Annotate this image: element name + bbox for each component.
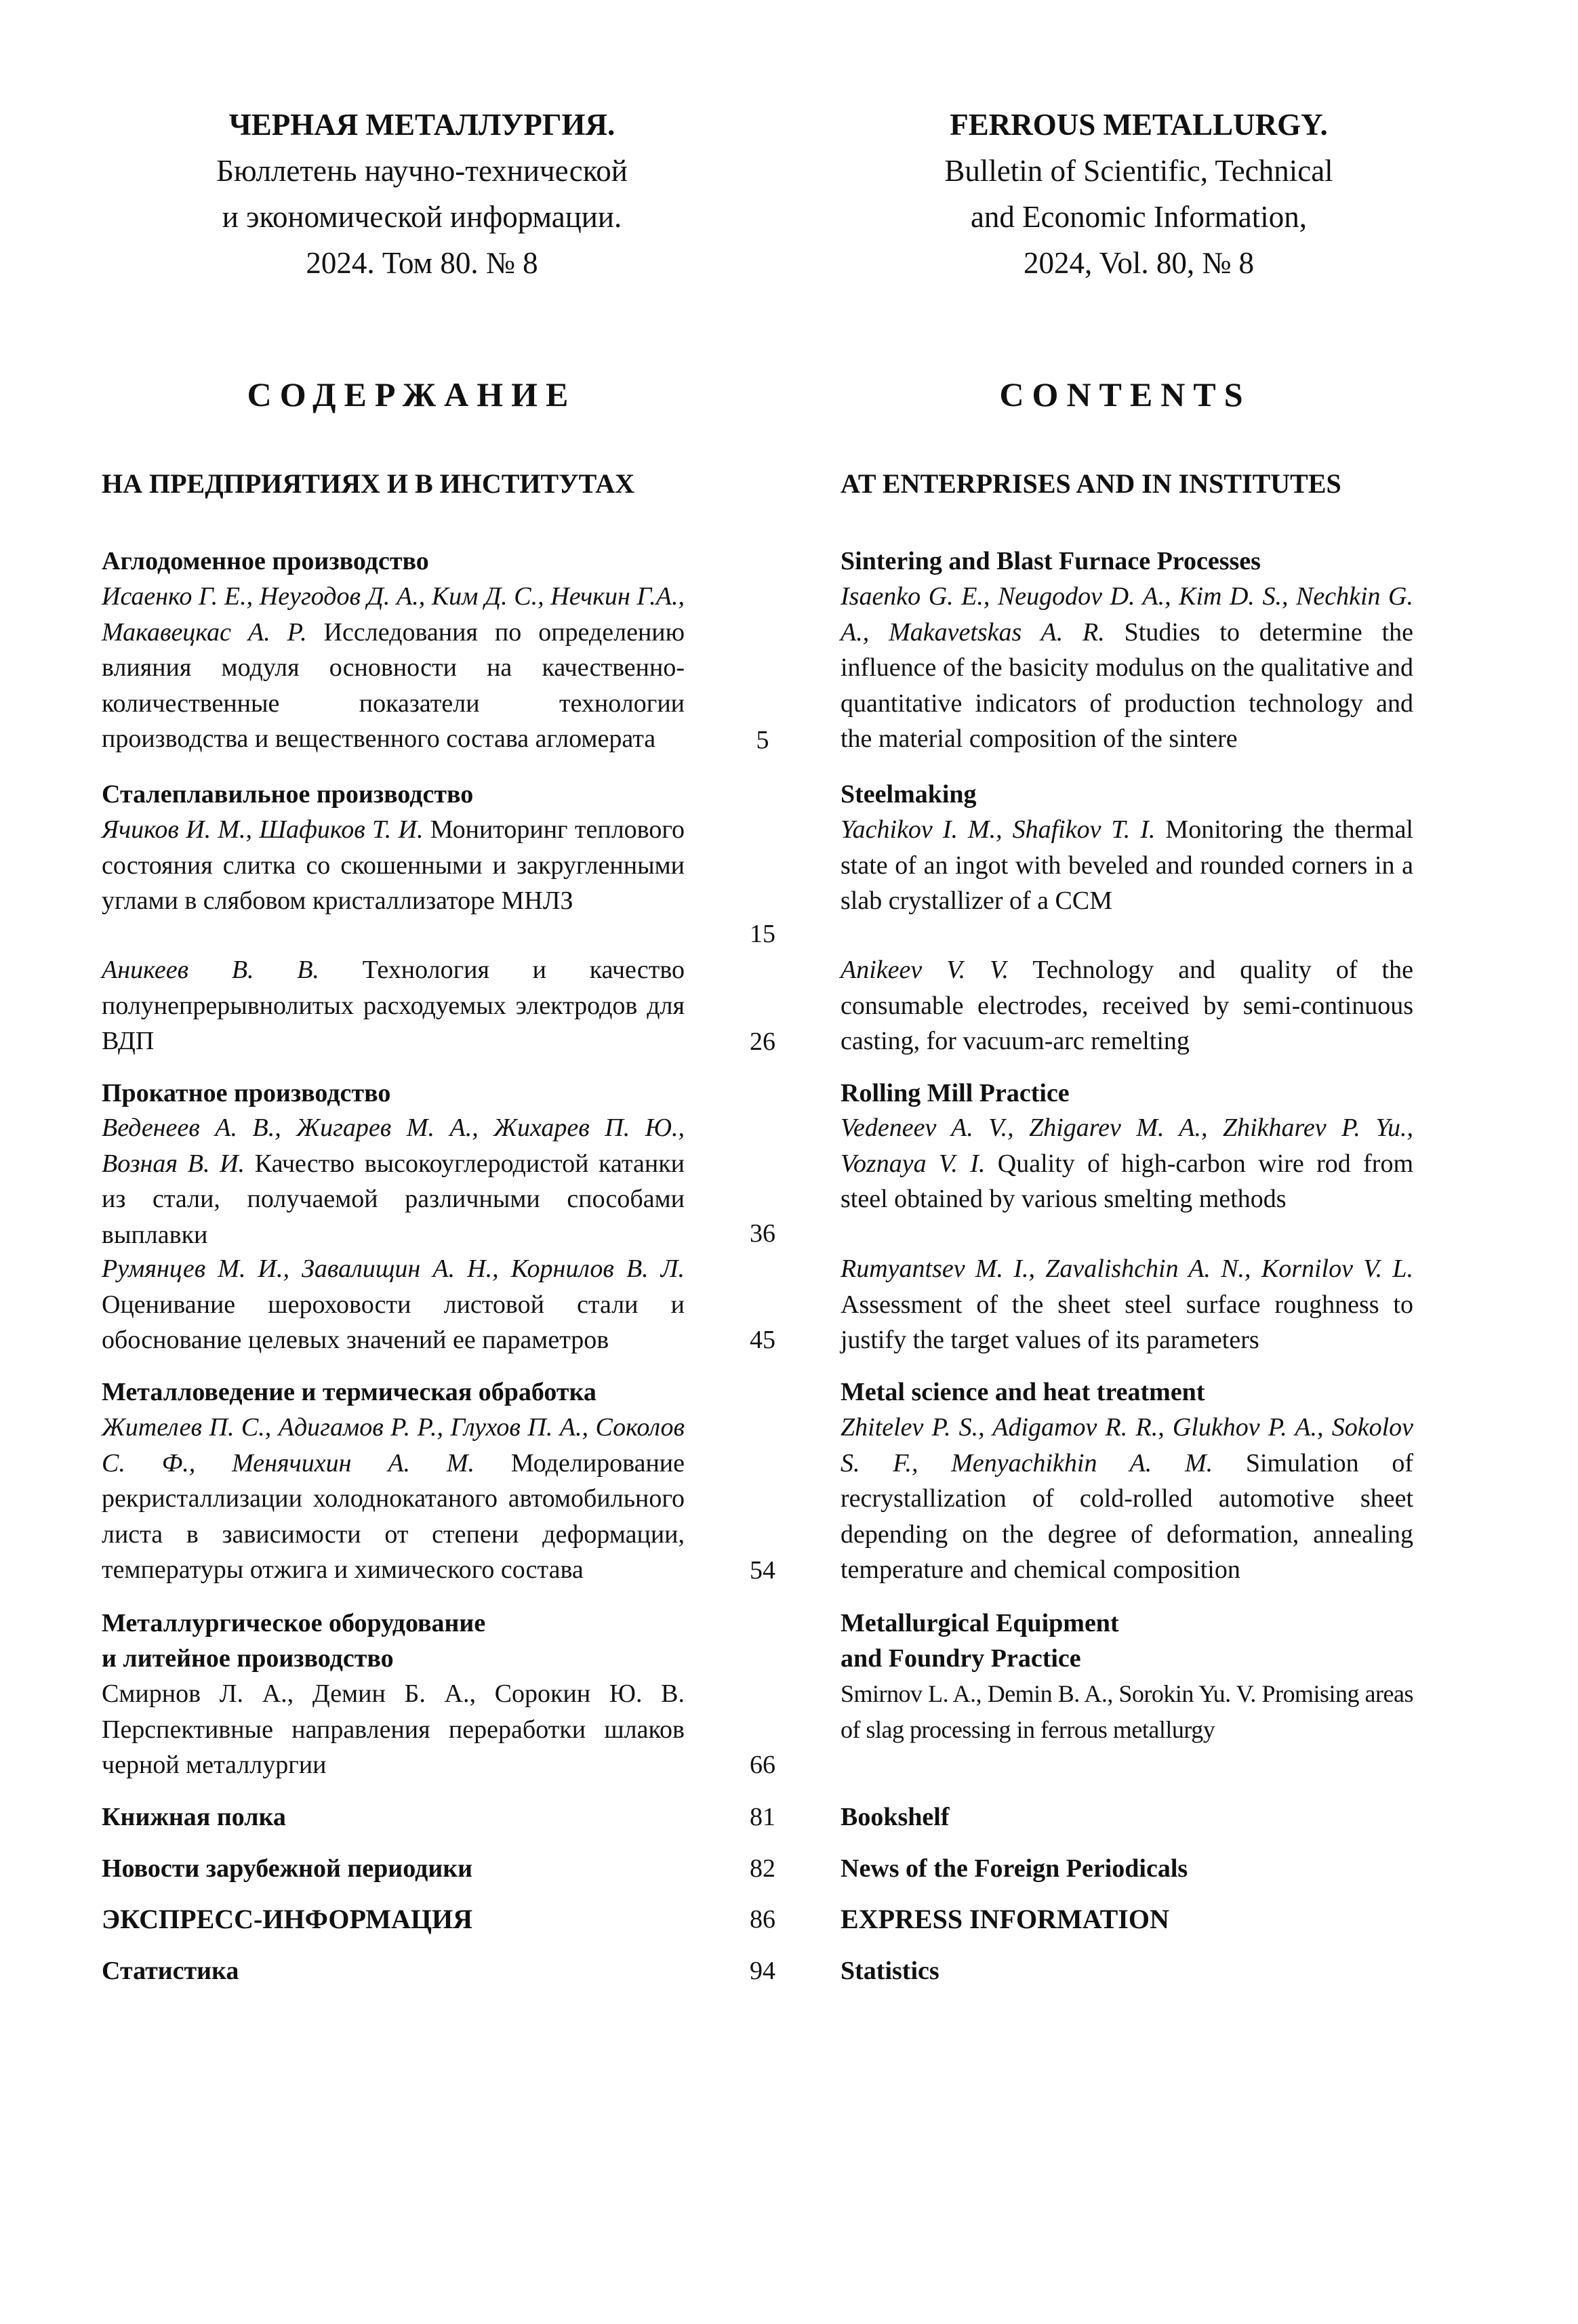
journal-issue-en: 2024, Vol. 80, № 8 (1023, 246, 1255, 280)
entry-title: Simulation of recrystallization of cold-rolled automotive sheet depending on the degree of deformation, annealing temperature and chemical composition (841, 1448, 1413, 1585)
entry-title: Мониторинг теплового состояния слитка со скошенными и закругленными углами в слябовом кристаллизаторе МНЛЗ (102, 815, 685, 916)
entry-title: Исследования по определению влияния модуля основности на качественно-количественные показатели технологии производства и вещественного состава агломерата (102, 617, 685, 754)
page-number: 66 (750, 1751, 775, 1779)
section-title-ru (102, 1606, 485, 1676)
journal-issue-ru: 2024. Том 80. № 8 (306, 246, 538, 280)
entry-authors: Смирнов Л. А., Демин Б. А., Сорокин Ю. В. (102, 1679, 685, 1708)
page-number: 36 (750, 1219, 775, 1248)
entry-title: Studies to determine the influence of the basicity modulus on the qualitative and quantitative indicators of production technology and the material composition of the sintere (841, 617, 1414, 754)
entry-title: Технология и качество полунепрерывнолитых расходуемых электродов для ВДП (102, 956, 685, 1056)
contents-heading-en: CONTENTS (999, 375, 1251, 413)
toc-entry-en[interactable] (841, 1410, 1413, 1588)
journal-title-en: FERROUS METALLURGY. (950, 108, 1328, 142)
journal-subtitle-line-en: Bulletin of Scientific, Technical (944, 154, 1333, 188)
page-number: 82 (750, 1854, 775, 1883)
entry-authors: Vedeneev A. V., Zhigarev M. A., Zhikharev P. Yu., Voznaya V. I. (841, 1114, 1413, 1178)
journal-masthead-en (841, 102, 1437, 286)
entry-authors: Жителев П. С., Адигамов Р. Р., Глухов П. А., Соколов С. Ф., Менячихин А. М. (102, 1413, 685, 1477)
entry-title: Technology and quality of the consumable electrodes, received by semi-continuous casting, for vacuum-arc remelting (841, 956, 1413, 1056)
journal-title-ru: ЧЕРНАЯ МЕТАЛЛУРГИЯ. (228, 108, 615, 142)
entry-title: Monitoring the thermal state of an ingot with beveled and rounded corners in a slab crystallizer of a CCM (841, 815, 1413, 916)
entry-title: Assessment of the sheet steel surface roughness to justify the target values of its parameters (841, 1290, 1413, 1355)
page-number: 54 (750, 1556, 775, 1585)
toc-item-express-info-en[interactable]: EXPRESS INFORMATION (841, 1904, 1169, 1934)
entry-authors: Веденеев А. В., Жигарев М. А., Жихарев П. Ю., Возная В. И. (102, 1114, 685, 1178)
entry-authors: Ячиков И. М., Шафиков Т. И. (102, 815, 424, 844)
section-title-en: Steelmaking (841, 780, 977, 809)
page-number: 86 (750, 1905, 775, 1934)
page-number: 94 (750, 1957, 775, 1985)
section-title-en: Sintering and Blast Furnace Processes (841, 547, 1261, 575)
toc-item-express-info-ru[interactable]: ЭКСПРЕСС-ИНФОРМАЦИЯ (102, 1904, 472, 1934)
toc-entry-en[interactable] (841, 952, 1413, 1059)
toc-item-statistics-ru[interactable]: Статистика (102, 1957, 239, 1985)
page-number: 26 (750, 1027, 775, 1056)
toc-entry-ru[interactable] (102, 1676, 685, 1783)
entry-authors: Аникеев В. В. (102, 956, 319, 984)
section-title-ru: Прокатное производство (102, 1079, 391, 1107)
journal-subtitle-line-ru: и экономической информации. (222, 200, 622, 234)
toc-entry-en[interactable] (841, 1110, 1413, 1217)
section-title-ru: Металловедение и термическая обработка (102, 1378, 596, 1406)
entry-title: Качество высокоуглеродистой катанки из стали, получаемой различными способами выплавки (102, 1149, 685, 1249)
toc-item-foreign-news-en[interactable]: News of the Foreign Periodicals (841, 1854, 1188, 1883)
toc-item-statistics-en[interactable]: Statistics (841, 1957, 939, 1985)
toc-item-bookshelf-en[interactable]: Bookshelf (841, 1803, 950, 1831)
entry-authors: Исаенко Г. Е., Неугодов Д. А., Ким Д. С., Нечкин Г.А., Макавецкас А. Р. (102, 582, 685, 647)
section-title-line: and Foundry Practice (841, 1644, 1081, 1673)
toc-item-bookshelf-ru[interactable]: Книжная полка (102, 1803, 286, 1831)
entry-title: Моделирование рекристаллизации холоднокатаного автомобильного листа в зависимости от степени деформации, температуры отжига и химического состава (102, 1448, 685, 1585)
section-title-line: и литейное производство (102, 1644, 394, 1673)
rubric-heading-ru: НА ПРЕДПРИЯТИЯХ И В ИНСТИТУТАХ (102, 468, 635, 499)
section-title-en: Metal science and heat treatment (841, 1378, 1205, 1406)
page-number: 81 (750, 1803, 775, 1831)
toc-entry-en[interactable] (841, 1251, 1413, 1358)
entry-title: Перспективные направления переработки шлаков черной металлургии (102, 1715, 685, 1780)
section-title-en: Rolling Mill Practice (841, 1079, 1070, 1107)
journal-masthead-ru (88, 102, 756, 286)
toc-entry-ru[interactable] (102, 952, 685, 1059)
page-number: 5 (756, 726, 769, 754)
entry-authors: Румянцев М. И., Завалищин А. Н., Корнилов В. Л. (102, 1255, 685, 1283)
entry-authors: Isaenko G. E., Neugodov D. A., Kim D. S., Nechkin G. A., Makavetskas A. R. (841, 582, 1413, 647)
toc-entry-ru[interactable] (102, 1410, 685, 1588)
entry-title: Оценивание шероховости листовой стали и обоснование целевых значений ее параметров (102, 1290, 685, 1355)
section-title-ru: Сталеплавильное производство (102, 780, 474, 809)
toc-item-foreign-news-ru[interactable]: Новости зарубежной периодики (102, 1854, 473, 1883)
toc-entry-en[interactable] (841, 1676, 1413, 1747)
section-title-en (841, 1606, 1119, 1676)
entry-authors: Yachikov I. M., Shafikov T. I. (841, 815, 1156, 844)
entry-authors: Anikeev V. V. (841, 956, 1009, 984)
journal-subtitle-line-en: and Economic Information, (970, 200, 1308, 234)
entry-title: Promising areas of slag processing in ferrous metallurgy (841, 1680, 1413, 1743)
toc-entry-en[interactable] (841, 579, 1413, 757)
entry-authors: Rumyantsev M. I., Zavalishchin A. N., Kornilov V. L. (841, 1255, 1413, 1283)
journal-subtitle-line-ru: Бюллетень научно-технической (216, 154, 628, 188)
section-title-line: Metallurgical Equipment (841, 1609, 1119, 1637)
toc-entry-ru[interactable] (102, 1251, 685, 1358)
entry-authors: Zhitelev P. S., Adigamov R. R., Glukhov P. A., Sokolov S. F., Menyachikhin A. M. (841, 1413, 1413, 1477)
toc-entry-ru[interactable] (102, 579, 685, 757)
entry-authors: Smirnov L. A., Demin B. A., Sorokin Yu. V. (841, 1680, 1256, 1707)
toc-entry-en[interactable] (841, 812, 1413, 919)
toc-entry-ru[interactable] (102, 812, 685, 919)
contents-heading-ru: СОДЕРЖАНИЕ (247, 375, 577, 413)
page-number: 15 (750, 920, 775, 948)
rubric-heading-en: AT ENTERPRISES AND IN INSTITUTES (841, 468, 1341, 499)
section-title-line: Металлургическое оборудование (102, 1609, 486, 1637)
page-number: 45 (750, 1326, 775, 1354)
toc-entry-ru[interactable] (102, 1110, 685, 1252)
section-title-ru: Аглодоменное производство (102, 547, 429, 575)
entry-title: Quality of high-carbon wire rod from steel obtained by various smelting methods (841, 1149, 1414, 1214)
